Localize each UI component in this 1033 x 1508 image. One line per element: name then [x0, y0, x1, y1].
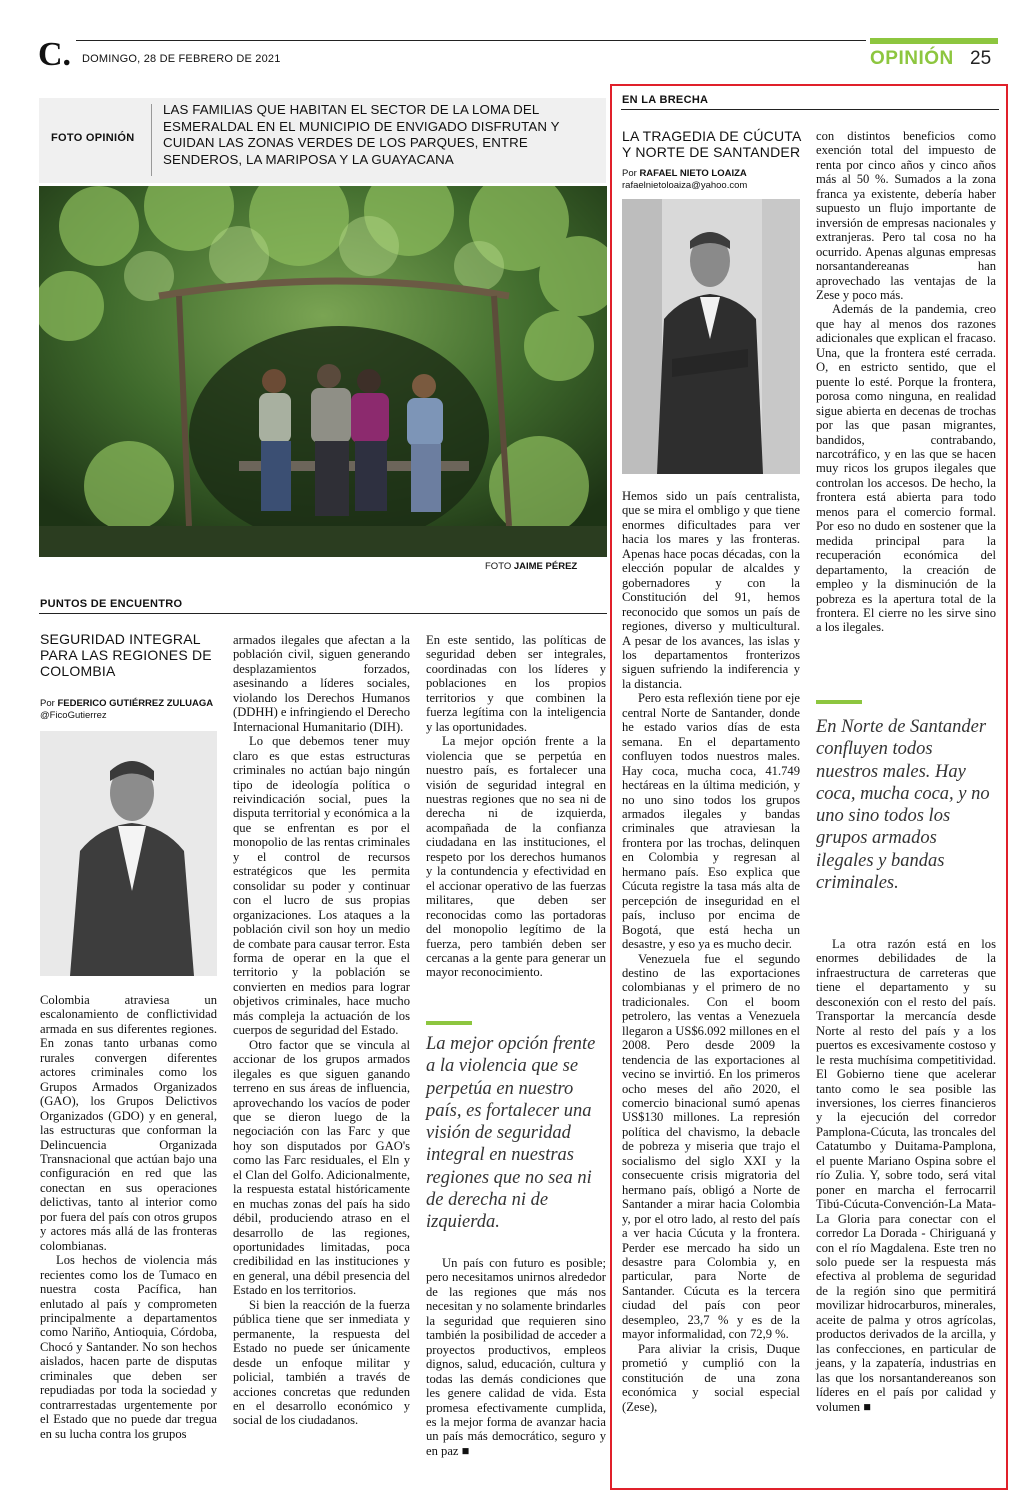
brecha-pull-quote: En Norte de Santander confluyen todos nuestros males. Hay coca, mucha coca, y no uno sino todos los grupos armados ilegales y bandas criminales.	[816, 717, 990, 894]
paragraph: La mejor opción frente a la violencia que se perpetúa en nuestro país, es fortalecer una visión de seguridad integral en nuestras regiones que no sea ni de derecha ni de izquierda, acompañada de la confianza ciudadana en las instituciones, el respeto por los derechos humanos y la contundencia y efectividad en el accionar operativo de las fuerzas militares, que deben ser reconocidas como las portadoras del monopolio legítimo de la fuerza, pero también deben ser cercanas a la gente para generar un mayor reconocimiento.	[426, 734, 606, 980]
section-accent-bar	[870, 38, 998, 44]
brecha-column-2-top	[816, 129, 996, 635]
paragraph: Un país con futuro es posible; pero necesitamos unirnos alrededor de las regiones que más nos necesitan y no solamente brindarles la seguridad que requieren sino también la posibilidad de acceder a proyectos productivos, empleos dignos, salud, educación, cultura y todas las demás condiciones que les genere calidad de vida. Esta promesa efectivamente cumplida, es la mejor forma de avanzar hacia un país más democrático, seguro y en paz ■	[426, 1256, 606, 1458]
puntos-author: FEDERICO GUTIÉRREZ ZULUAGA	[57, 698, 214, 709]
caption-divider	[151, 104, 152, 176]
paragraph: Además de la pandemia, creo que hay al menos dos razones adicionales que explican el fracaso. Una, que la frontera esté cerrada. O, en estricto sentido, que el puente lo esté. Porque la frontera, porosa como ninguna, en realidad sigue abierta en decenas de trochas por las que pasan migrantes, bandidos, contrabando, narcotráfico, y en las que se hacen muy ricos los grupos ilegales que controlan los accesos. De hecho, la frontera está abierta para todo menos para el comercio formal. Por eso no dudo en sostener que la medida principal para la recuperación económica del departamento, la creación de empleo y la disminución de la pobreza es la apertura total de la frontera. El cierre no les sirve sino a los ilegales.	[816, 302, 996, 635]
puntos-headline: SEGURIDAD INTEGRAL PARA LAS REGIONES DE COLOMBIA	[40, 631, 212, 679]
paragraph: Pero esta reflexión tiene por eje central Norte de Santander, donde he estado varios días de esta semana. En el departamento confluyen todos nuestros males. Hay coca, mucha coca, 41.749 hectáreas en la última medición, y no uno sino todos los grupos armados ilegales y bandas criminales que atraviesan la frontera por las trochas, delinquen en Colombia y regresan al hermano país. Eso explica que Cúcuta registre la tasa más alta de percepción de inseguridad en el país, incluso por encima de Bogotá, que está hecha un desastre, y eso ya es mucho decir.	[622, 691, 800, 952]
puntos-section-rule	[39, 613, 607, 614]
puntos-byline	[40, 698, 230, 710]
photo-credit	[485, 561, 577, 572]
brecha-by-prefix: Por	[622, 168, 637, 179]
brecha-author: RAFAEL NIETO LOAIZA	[639, 168, 747, 179]
puntos-column-2	[233, 633, 410, 1428]
brecha-email: rafaelnietoloaiza@yahoo.com	[622, 180, 748, 191]
newspaper-logo: C.	[38, 36, 72, 73]
section-title: OPINIÓN	[870, 48, 954, 69]
author-photo-federico	[40, 731, 217, 976]
paragraph: Para aliviar la crisis, Duque prometió y cumplió con la constitución de una zona económica y social especial (Zese),	[622, 1341, 800, 1414]
puntos-by-prefix: Por	[40, 698, 55, 709]
paragraph: Si bien la reacción de la fuerza pública tiene que ser inmediata y permanente, la respuesta del Estado no puede ser únicamente desde un enfoque militar y policial, también a través de acciones concretas que redunden en el desarrollo económico y social de los ciudadanos.	[233, 1297, 410, 1428]
header-rule	[76, 40, 866, 41]
foto-opinion-caption-box	[39, 98, 606, 183]
main-photo	[39, 186, 607, 557]
paragraph: Otro factor que se vincula al accionar de los grupos armados ilegales es que siguen ganando terreno en sus áreas de influencia, aprovechando los vacíos de poder que se dieron luego de la negociación con las Farc y que hoy son disputados por GAO's como las Farc residuales, el Eln y el Clan del Golfo. Adicionalmente, la respuesta estatal históricamente en muchas zonas del país ha sido débil, produciendo atraso en el desarrollo de las regiones, oportunidades limitadas, poca credibilidad en las instituciones y en general, una débil presencia del Estado en los territorios.	[233, 1037, 410, 1298]
paragraph: En este sentido, las políticas de seguridad deben ser integrales, coordinadas con los líderes y poblaciones en los propios territorios y que combinen la fuerza legítima con la inteligencia y las oportunidades.	[426, 633, 606, 734]
puntos-column-3-bottom	[426, 1256, 606, 1458]
brecha-column-2-bottom	[816, 937, 996, 1414]
author-portrait-2	[622, 199, 800, 474]
brecha-byline	[622, 168, 802, 180]
paragraph: Hemos sido un país centralista, que se mira el ombligo y que tiene enormes dificultades para ver hacia los mares y las fronteras. Apenas hace pocas décadas, con la elección popular de alcaldes y gobernadores y con la Constitución del 91, hemos reconocido que somos un país de regiones, diverso y multicultural. A pesar de los avances, las islas y los departamentos fronterizos siguen sufriendo la indiferencia y la distancia.	[622, 489, 800, 691]
puntos-column-3-top	[426, 633, 606, 980]
photo-caption: LAS FAMILIAS QUE HABITAN EL SECTOR DE LA LOMA DEL ESMERALDAL EN EL MUNICIPIO DE ENVIGADO DISFRUTAN Y CUIDAN LAS ZONAS VERDES DE LOS PARQUES, ENTRE SENDEROS, LA MARIPOSA Y LA GUAYACANA	[163, 102, 560, 167]
photo-credit-prefix: FOTO	[485, 561, 512, 572]
brecha-headline: LA TRAGEDIA DE CÚCUTA Y NORTE DE SANTANDER	[622, 128, 801, 160]
author-portrait-1	[40, 731, 217, 976]
foto-opinion-label: FOTO OPINIÓN	[51, 132, 135, 144]
paragraph: Venezuela fue el segundo destino de las exportaciones colombianas y el primero de no tradicionales. Con el boom petrolero, las ventas a Venezuela llegaron a US$6.092 millones en el 2008. Pero desde 2009 la tendencia de las exportaciones al vecino se invirtió. En los primeros ocho meses del año 2020, el comercio binacional sumó apenas US$130 millones. La represión política del chavismo, la debacle de pobreza y miseria que trajo el socialismo del siglo XXI y la consecuente crisis migratoria del hermano país, obligó a Norte de Santander a mirar hacia Colombia y, por el otro lado, al resto del país a ver hacia Cúcuta y la frontera. Perder ese mercado ha sido un desastre para Colombia y, en particular, para Norte de Santander. Cúcuta es la tercera ciudad del país con peor desempleo, 23,7 % y es de la mayor informalidad, con 72,9 %.	[622, 951, 800, 1342]
brecha-section-label: EN LA BRECHA	[622, 94, 709, 106]
paragraph: con distintos beneficios como exención total del impuesto de renta por cinco años y cinco años más al 50 %. Sumados a la zona franca ya existente, debería haber supuesto un flujo importante de inversión de empresas nacionales y extranjeras. Pero tal cosa no ha ocurrido. Apenas algunas empresas norsantandereanas han aprovechado las ventajas de la Zese y poco más.	[816, 129, 996, 302]
paragraph: La otra razón está en los enormes debilidades de la infraestructura de carreteras que tiene el departamento y su desconexión con el resto del país. Transportar la mercancía desde Norte al resto del país y a los puertos es excesivamente costoso y le resta muchísima competitividad. El Gobierno tiene que acelerar tanto como le sea posible las inversiones, los cierres financieros y la ejecución del corredor Pamplona-Cúcuta, las troncales del Catatumbo y Duitama-Pamplona, el puente Mariano Ospina sobre el río Zulia. Y, sobre todo, será vital poner en marcha el ferrocarril Tibú-Cúcuta-Convención-La Mata-La Gloria para conectar con el corredor La Dorada - Chiriguaná y con el río Magdalena. Este tren no solo puede ser la respuesta más efectiva al problema de seguridad de la región sino que permitirá movilizar hidrocarburos, minerales, aceite de palma y otros agrícolas, productos derivados de la arcilla, y las confecciones, en particular de jeans, y la zapatería, industrias en las que los norsantandereanos son líderes en el país por calidad y volumen ■	[816, 937, 996, 1414]
photo-credit-name: JAIME PÉREZ	[513, 561, 578, 572]
paragraph: armados ilegales que afectan a la población civil, siguen generando desplazamientos forzados, asesinando a líderes sociales, violando los Derechos Humanos (DDHH) e infringiendo el Derecho Internacional Humanitario (DIH).	[233, 633, 410, 734]
brecha-pull-quote-accent	[816, 700, 862, 704]
paragraph: Lo que debemos tener muy claro es que estas estructuras criminales no actúan bajo ningún tipo de ideología política o reivindicación social, pues la disputa territorial y económica a la que se enfrentan es por el monopolio de las rentas criminales y el control de recursos estratégicos que les permita consolidar su poder y continuar con el lucro de sus propias organizaciones. Los ataques a la población civil son hoy un medio de combate para causar terror. Esta forma de operar en la que el territorio y la población se convierten en medios para lograr objetivos criminales, hace mucho más compleja la actuación de los cuerpos de seguridad del Estado.	[233, 734, 410, 1038]
page-header	[38, 36, 998, 80]
puntos-pull-quote: La mejor opción frente a la violencia que se perpetúa en nuestro país, es fortalecer una visión de seguridad integral en nuestras regiones que no sea ni de derecha ni de izquierda.	[426, 1034, 596, 1233]
puntos-column-1	[40, 993, 217, 1441]
puntos-handle: @FicoGutierrez	[40, 710, 107, 721]
paragraph: Colombia atraviesa un escalonamiento de conflictividad armada en sus diferentes regiones. En zonas tanto urbanas como rurales convergen diferentes actores criminales como los Grupos Armados Organizados (GAO), los Grupos Delictivos Organizados (GDO) y en general, las estructuras que conforman la Delincuencia Organizada Transnacional que actúan bajo una configuración en red que las conectan en sus operaciones delictivas, tanto al interior como por fuera del país con otros grupos y actores más allá de las fronteras colombianas.	[40, 993, 217, 1253]
issue-date: DOMINGO, 28 DE FEBRERO DE 2021	[82, 53, 281, 65]
author-photo-rafael	[622, 199, 800, 474]
puntos-section-label: PUNTOS DE ENCUENTRO	[40, 598, 183, 610]
page-number: 25	[970, 48, 992, 69]
paragraph: Los hechos de violencia más recientes como los de Tumaco en nuestra costa Pacífica, han enlutado al país y comprometen principalmente a departamentos como Nariño, Antioquia, Córdoba, Chocó y Santander. No son hechos aislados, hacen parte de disputas criminales que deben ser repudiadas por toda la sociedad y contrarrestadas urgentemente por el Estado que no puede dar tregua en su lucha contra los grupos	[40, 1253, 217, 1441]
pull-quote-accent	[426, 1021, 472, 1025]
brecha-column-1	[622, 489, 800, 1414]
garden-bench-photo	[39, 186, 607, 557]
brecha-section-rule	[621, 109, 999, 110]
